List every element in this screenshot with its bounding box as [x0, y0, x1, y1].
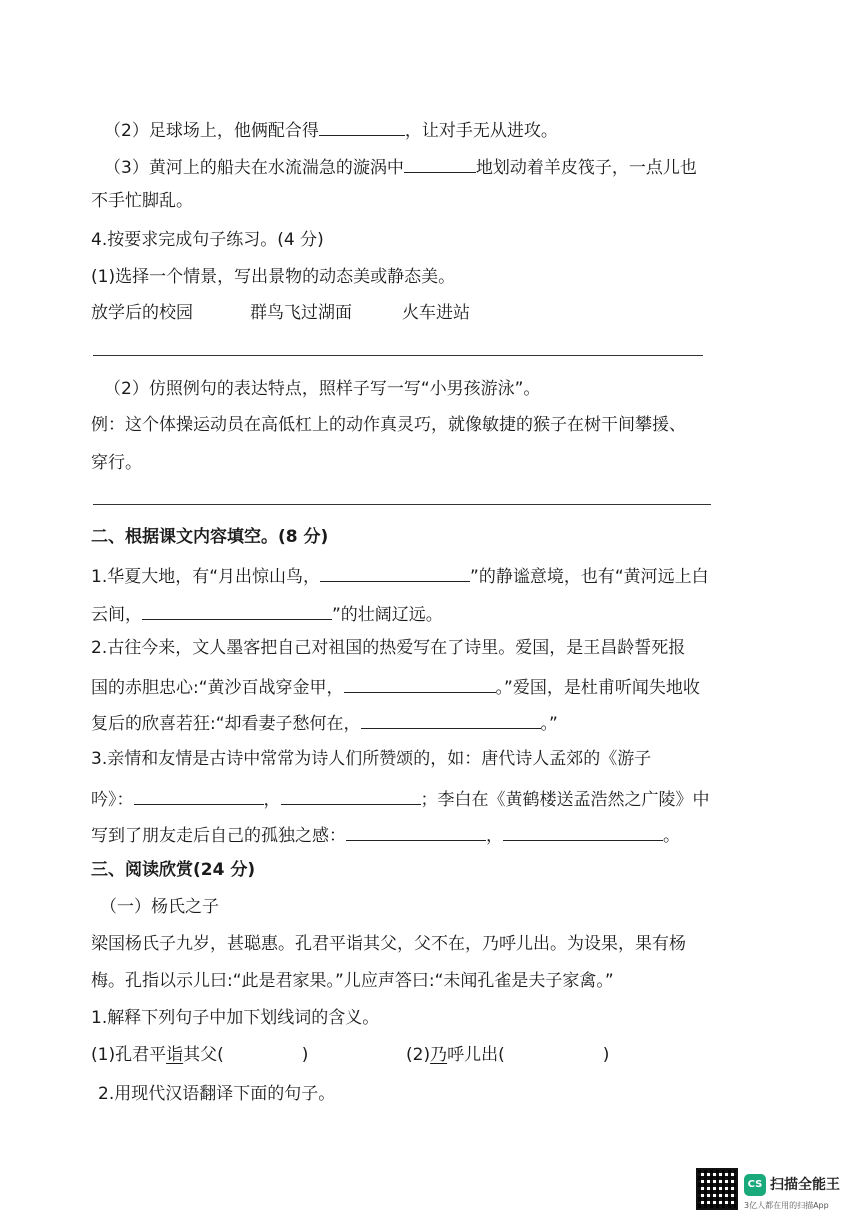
s2-q2-text-end: 。” — [540, 714, 558, 734]
q4-2-example: 例：这个体操运动员在高低杠上的动作真灵巧，就像敏捷的猴子在树干间攀援、 — [91, 415, 686, 435]
q3-3-continuation: 不手忙脚乱。 — [91, 191, 193, 211]
q4-2-example-cont: 穿行。 — [91, 453, 142, 473]
answer-line[interactable] — [93, 355, 703, 356]
reading-1-q1-item2 — [406, 1044, 609, 1066]
q3-item-2 — [104, 117, 558, 142]
answer-blank[interactable] — [404, 154, 476, 173]
s2-q1-text-2: 云间， — [91, 605, 142, 625]
q3-2-text: （2）足球场上，他俩配合得 — [104, 121, 319, 141]
underlined-word: 诣 — [166, 1045, 184, 1065]
q3-2-text-end: ，让对手无从进攻。 — [404, 121, 558, 141]
s2-q2-text: 国的赤胆忠心:“黄沙百战穿金甲， — [91, 678, 344, 698]
answer-blank[interactable] — [346, 822, 486, 841]
s2-q3-text-end: 。 — [663, 826, 680, 846]
s2-q2-line1: 2.古往今来，文人墨客把自己对祖国的热爱写在了诗里。爱国，是王昌龄誓死报 — [91, 638, 686, 658]
underlined-word: 乃 — [430, 1045, 448, 1065]
q1-item1-text-end: 其父( — [183, 1045, 224, 1065]
answer-blank[interactable] — [142, 601, 332, 620]
s2-q3-comma-2: ， — [486, 826, 503, 846]
reading-1-q2: 2.用现代汉语翻译下面的句子。 — [98, 1084, 336, 1104]
reading-1-q1-item1 — [91, 1044, 308, 1066]
q4-1-option-birds: 群鸟飞过湖面 — [250, 303, 352, 323]
answer-blank[interactable] — [320, 563, 470, 582]
section-2-title: 二、根据课文内容填空。(8 分) — [91, 527, 329, 547]
q3-3-text-mid: 地划动着羊皮筏子，一点儿也 — [475, 158, 697, 178]
q1-item1-text: (1)孔君平 — [91, 1045, 167, 1065]
s2-q1-text-end: ”的壮阔辽远。 — [332, 605, 443, 625]
q4-1-prompt: (1)选择一个情景，写出景物的动态美或静态美。 — [91, 267, 456, 287]
reading-1-passage-line1: 梁国杨氏子九岁，甚聪惠。孔君平诣其父，父不在，乃呼儿出。为设果，果有杨 — [91, 934, 686, 954]
s2-q1-line1 — [91, 563, 709, 588]
s2-q3-line1: 3.亲情和友情是古诗中常常为诗人们所赞颂的，如：唐代诗人孟郊的《游子 — [91, 749, 652, 769]
answer-blank[interactable] — [281, 786, 421, 805]
answer-blank[interactable] — [361, 710, 541, 729]
reading-1-title: （一）杨氏之子 — [100, 897, 219, 917]
reading-1-q1: 1.解释下列句子中加下划线词的含义。 — [91, 1008, 380, 1028]
camscanner-logo: CS — [744, 1174, 766, 1196]
answer-blank[interactable] — [344, 674, 496, 693]
s2-q3-text: 吟》： — [91, 790, 134, 810]
s2-q2-text-2: 复后的欣喜若狂:“却看妻子愁何在， — [91, 714, 361, 734]
s2-q3-line3 — [91, 822, 680, 847]
s2-q2-line3 — [91, 710, 558, 735]
s2-q3-text-2: 写到了朋友走后自己的孤独之感： — [91, 826, 346, 846]
close-paren: ) — [301, 1045, 309, 1065]
answer-line[interactable] — [93, 504, 711, 505]
answer-blank[interactable] — [134, 786, 264, 805]
answer-blank[interactable] — [319, 117, 405, 136]
q4-1-option-train: 火车进站 — [402, 303, 470, 323]
qr-code-icon — [696, 1168, 738, 1210]
q4-2-prompt: （2）仿照例句的表达特点，照样子写一写“小男孩游泳”。 — [104, 379, 541, 399]
q4-1-option-school: 放学后的校园 — [91, 303, 193, 323]
s2-q3-text-mid: ；李白在《黄鹤楼送孟浩然之广陵》中 — [420, 790, 710, 810]
q3-3-text: （3）黄河上的船夫在水流湍急的漩涡中 — [104, 158, 404, 178]
q3-item-3 — [104, 154, 697, 179]
scanner-app-name: 扫描全能王 — [770, 1177, 840, 1193]
q4-title: 4.按要求完成句子练习。(4 分) — [91, 230, 324, 250]
section-3-title: 三、阅读欣赏(24 分) — [91, 860, 256, 880]
s2-q3-line2 — [91, 786, 710, 811]
reading-1-passage-line2: 梅。孔指以示儿曰:“此是君家果。”儿应声答曰:“未闻孔雀是夫子家禽。” — [91, 971, 614, 991]
s2-q1-text-mid: ”的静谧意境，也有“黄河远上白 — [470, 567, 709, 587]
q1-item2-text-end: 呼儿出( — [447, 1045, 505, 1065]
s2-q2-line2 — [91, 674, 700, 699]
scanner-tagline: 3亿人都在用的扫描App — [744, 1201, 829, 1210]
close-paren: ) — [602, 1045, 610, 1065]
s2-q3-comma: ， — [263, 790, 281, 810]
s2-q1-line2 — [91, 601, 443, 626]
s2-q2-text-mid: 。”爱国，是杜甫听闻失地收 — [495, 678, 700, 698]
scanner-watermark — [696, 1168, 856, 1214]
s2-q1-text: 1.华夏大地，有“月出惊山鸟， — [91, 567, 321, 587]
q1-item2-text: (2) — [406, 1045, 431, 1065]
answer-blank[interactable] — [503, 822, 663, 841]
